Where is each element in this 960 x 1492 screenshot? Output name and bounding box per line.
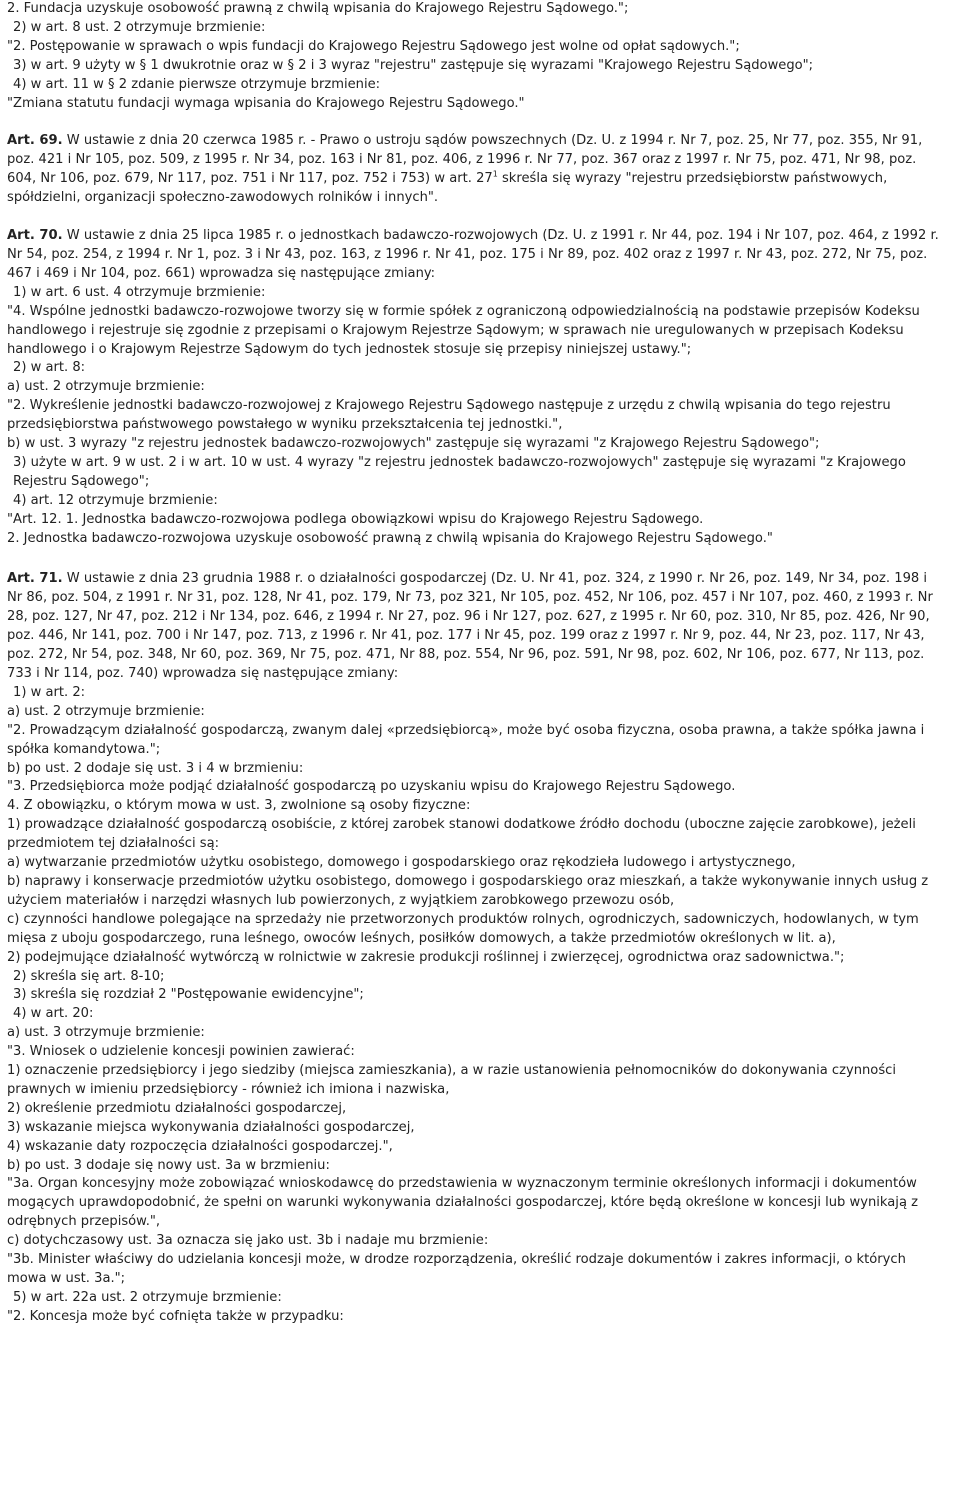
text-line: "Zmiana statutu fundacji wymaga wpisania do Krajowego Rejestru Sądowego." [7, 95, 525, 111]
paragraph-gap [7, 208, 946, 227]
text-line: b) w ust. 3 wyrazy "z rejestru jednostek badawczo-rozwojowych" zastępuje się wyrazami "z Krajowego Rejestru Sądowego"; [7, 436, 820, 452]
article-label: Art. 70. [7, 228, 63, 244]
text-line: "2. Wykreślenie jednostki badawczo-rozwojowej z Krajowego Rejestru Sądowego następuje z urzędu z chwilą wpisania do tego rejestru przedsiębiorstwa państwowego powstałego w wyniku przekształcenia tej jednostki.", [7, 398, 891, 433]
superscript: 1 [492, 169, 498, 179]
text-line: 4) w art. 20: [13, 1006, 94, 1022]
text-line: c) czynności handlowe polegające na sprzedaży nie przetworzonych produktów rolnych, ogrodniczych, sadowniczych, hodowlanych, w tym mięsa z uboju gospodarczego, runa leśnego, owoców leśnych, posiłków domowych, a także przedmiotów określonych w lit. a), [7, 911, 919, 946]
text-line: 4. Z obowiązku, o którym mowa w ust. 3, zwolnione są osoby fizyczne: [7, 798, 471, 814]
text-line: c) dotychczasowy ust. 3a oznacza się jako ust. 3b i nadaje mu brzmienie: [7, 1233, 489, 1249]
text-line: 5) w art. 22a ust. 2 otrzymuje brzmienie: [13, 1289, 282, 1305]
text-line: 3) użyte w art. 9 w ust. 2 i w art. 10 w ust. 4 wyrazy "z rejestru jednostek badawczo-rozwojowych" zastępuje się wyrazami "z Krajowego Rejestru Sądowego"; [13, 454, 906, 489]
text-line: "3b. Minister właściwy do udzielania koncesji może, w drodze rozporządzenia, określić rodzaje dokumentów i zakres informacji, o których mowa w ust. 3a."; [7, 1252, 906, 1286]
article-text: W ustawie z dnia 25 lipca 1985 r. o jednostkach badawczo-rozwojowych (Dz. U. z 1991 r. Nr 44, poz. 194 i Nr 107, poz. 464, z 1992 r. Nr 54, poz. 254, z 1994 r. Nr 1, poz. 3 i Nr 43, poz. 163, z 1996 r. Nr 41, poz. 175 i Nr 89, poz. 402 oraz z 1997 r. Nr 43, poz. 272, Nr 75, poz. 467 i 469 i Nr 104, poz. 661) wprowadza się następujące zmiany: [7, 228, 939, 281]
text-line: 4) wskazanie daty rozpoczęcia działalności gospodarczej.", [7, 1138, 393, 1154]
text-line: 2) w art. 8 ust. 2 otrzymuje brzmienie: [13, 19, 266, 35]
text-line: 2) skreśla się art. 8-10; [13, 968, 165, 984]
article-70 [7, 227, 946, 284]
text-line: a) ust. 3 otrzymuje brzmienie: [7, 1025, 205, 1041]
text-line: 2. Jednostka badawczo-rozwojowa uzyskuje osobowość prawną z chwilą wpisania do Krajowego Rejestru Sądowego." [7, 530, 773, 546]
text-line: 4) art. 12 otrzymuje brzmienie: [13, 492, 218, 508]
text-line: "2. Postępowanie w sprawach o wpis fundacji do Krajowego Rejestru Sądowego jest wolne od opłat sądowych."; [7, 38, 740, 54]
text-line: "2. Prowadzącym działalność gospodarczą, zwanym dalej «przedsiębiorcą», może być osoba fizyczna, osoba prawna, a także spółka jawna i spółka komandytowa."; [7, 722, 925, 757]
text-line: a) ust. 2 otrzymuje brzmienie: [7, 379, 205, 395]
article-text: W ustawie z dnia 23 grudnia 1988 r. o działalności gospodarczej (Dz. U. Nr 41, poz. 324, z 1990 r. Nr 26, poz. 149, Nr 34, poz. 198 i Nr 86, poz. 504, z 1991 r. Nr 31, poz. 128, Nr 41, poz. 179, Nr 73, poz 321, Nr 105, poz. 452, Nr 106, poz. 457 i Nr 107, poz. 460, z 1993 r. Nr 28, poz. 127, Nr 47, poz. 212 i Nr 134, poz. 646, z 1994 r. Nr 27, poz. 96 i Nr 127, poz. 627, z 1995 r. Nr 60, poz. 310, Nr 85, poz. 426, Nr 90, poz. 446, Nr 141, poz. 700 i Nr 147, poz. 713, z 1996 r. Nr 41, poz. 177 i Nr 45, poz. 199 oraz z 1997 r. Nr 9, poz. 44, Nr 23, poz. 117, Nr 43, poz. 272, Nr 54, poz. 348, Nr 60, poz. 369, Nr 75, poz. 471, Nr 88, poz. 554, Nr 96, poz. 591, Nr 98, poz. 602, Nr 106, poz. 677, Nr 113, poz. 733 i Nr 114, poz. 740) wprowadza się następujące zmiany: [7, 571, 933, 681]
article-69 [7, 132, 946, 208]
text-line: "3. Przedsiębiorca może podjąć działalność gospodarczą po uzyskaniu wpisu do Krajowego Rejestru Sądowego. [7, 779, 736, 795]
text-line: 3) skreśla się rozdział 2 "Postępowanie ewidencyjne"; [13, 987, 364, 1003]
text-line: 3) wskazanie miejsca wykonywania działalności gospodarczej, [7, 1119, 415, 1135]
article-label: Art. 71. [7, 571, 63, 587]
article-71 [7, 570, 946, 683]
text-line: 2) podejmujące działalność wytwórczą w rolnictwie w zakresie produkcji roślinnej i zwierzęcej, ogrodnictwa oraz sadownictwa."; [7, 949, 845, 965]
text-line: 1) w art. 2: [13, 684, 86, 700]
paragraph-gap [7, 548, 946, 570]
text-line: b) naprawy i konserwacje przedmiotów użytku osobistego, domowego i gospodarskiego oraz mieszkań, a także wykonywanie innych usług z użyciem materiałów i narzędzi własnych lub powierzonych, z wyjątkiem zarobkowego przewozu osób, [7, 873, 929, 908]
text-line: "4. Wspólne jednostki badawczo-rozwojowe tworzy się w formie spółek z ograniczoną odpowiedzialnością na podstawie przepisów Kodeksu handlowego i rejestruje się zgodnie z przepisami o Krajowym Rejestrze Sądowym; w sprawach nie uregulowanych w przepisach Kodeksu handlowego i o Krajowym Rejestrze Sądowym do tych jednostek stosuje się przepisy niniejszej ustawy."; [7, 303, 920, 357]
article-text: skreśla się wyrazy "rejestru przedsiębiorstw państwowych, spółdzielni, organizacji społeczno-zawodowych rolników i innych". [7, 171, 888, 206]
text-line: 4) w art. 11 w § 2 zdanie pierwsze otrzymuje brzmienie: [13, 76, 381, 92]
article-label: Art. 69. [7, 133, 63, 149]
text-line: b) po ust. 2 dodaje się ust. 3 i 4 w brzmieniu: [7, 760, 304, 776]
text-line: a) wytwarzanie przedmiotów użytku osobistego, domowego i gospodarskiego oraz rękodzieła ludowego i artystycznego, [7, 855, 796, 871]
text-line: 1) w art. 6 ust. 4 otrzymuje brzmienie: [13, 284, 266, 300]
text-line: "3. Wniosek o udzielenie koncesji powinien zawierać: [7, 1044, 355, 1060]
text-line: 1) prowadzące działalność gospodarczą osobiście, z której zarobek stanowi dodatkowe źródło dochodu (uboczne zajęcie zarobkowe), jeżeli przedmiotem tej działalności są: [7, 817, 916, 852]
text-line: 2. Fundacja uzyskuje osobowość prawną z chwilą wpisania do Krajowego Rejestru Sądowego."; [7, 1, 629, 16]
text-line: "3a. Organ koncesyjny może zobowiązać wnioskodawcę do przedstawienia w wyznaczonym terminie określonych informacji i dokumentów mogących uprawdopodobnić, że spełni on warunki wykonywania działalności gospodarczej, które będą określone w koncesji lub wynikają z odrębnych przepisów.", [7, 1176, 918, 1230]
text-line: 1) oznaczenie przedsiębiorcy i jego siedziby (miejsca zamieszkania), a w razie ustanowienia pełnomocników do dokonywania czynności prawnych w imieniu przedsiębiorcy - również ich imiona i nazwiska, [7, 1063, 896, 1097]
text-line: 2) określenie przedmiotu działalności gospodarczej, [7, 1100, 347, 1116]
text-line: "Art. 12. 1. Jednostka badawczo-rozwojowa podlega obowiązkowi wpisu do Krajowego Rejestru Sądowego. [7, 511, 704, 527]
text-line: b) po ust. 3 dodaje się nowy ust. 3a w brzmieniu: [7, 1157, 330, 1173]
text-line: a) ust. 2 otrzymuje brzmienie: [7, 703, 205, 719]
article-text: W ustawie z dnia 20 czerwca 1985 r. - Prawo o ustroju sądów powszechnych (Dz. U. z 1994 r. Nr 7, poz. 25, Nr 77, poz. 355, Nr 91, poz. 421 i Nr 105, poz. 509, z 1995 r. Nr 34, poz. 163 i Nr 81, poz. 406, z 1996 r. Nr 77, poz. 367 oraz z 1997 r. Nr 75, poz. 471, Nr 98, poz. 604, Nr 106, poz. 679, Nr 117, poz. 751 i Nr 117, poz. 752 i 753) w art. 27 [7, 133, 923, 187]
text-line: 3) w art. 9 użyty w § 1 dwukrotnie oraz w § 2 i 3 wyraz "rejestru" zastępuje się wyrazami "Krajowego Rejestru Sądowego"; [13, 57, 814, 73]
text-line: 2) w art. 8: [13, 360, 86, 376]
text-line: "2. Koncesja może być cofnięta także w przypadku: [7, 1308, 344, 1324]
paragraph-gap [7, 113, 946, 132]
